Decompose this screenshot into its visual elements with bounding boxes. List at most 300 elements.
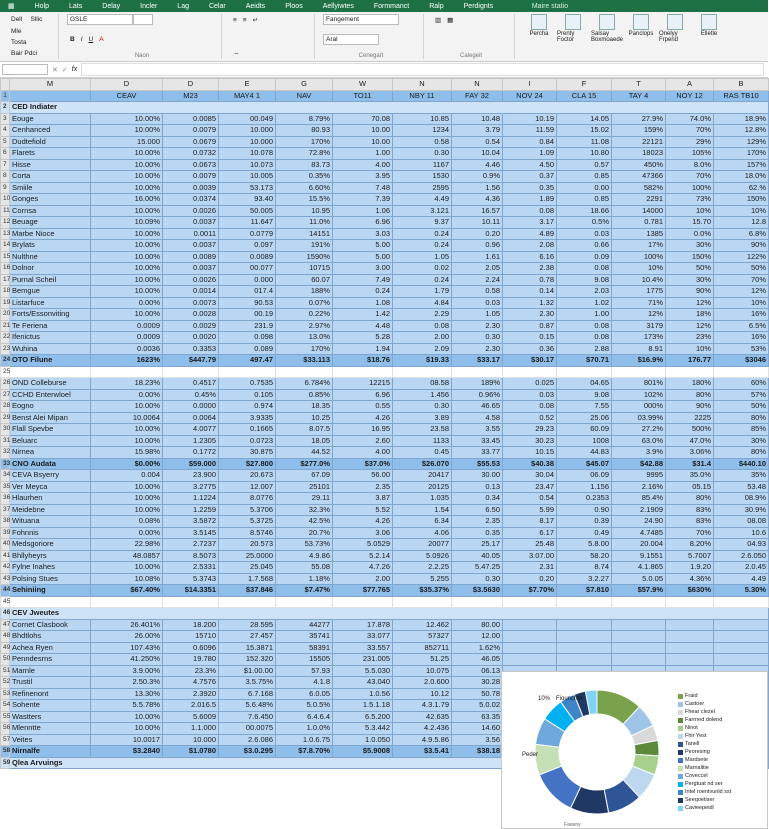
table-cell[interactable]: 53.173 — [219, 182, 276, 194]
table-cell[interactable]: 0.0673 — [163, 159, 219, 171]
table-cell[interactable]: 9.08 — [557, 274, 612, 286]
table-cell[interactable]: 0.1772 — [163, 447, 219, 459]
table-cell[interactable]: 1.32 — [503, 297, 557, 309]
table-cell[interactable] — [503, 654, 557, 666]
table-cell[interactable]: 72.8% — [276, 148, 333, 160]
empty-cell[interactable] — [219, 596, 276, 608]
row-number[interactable]: 50 — [1, 654, 10, 666]
table-cell[interactable]: 10% — [714, 297, 769, 309]
table-cell[interactable]: 18.9% — [714, 113, 769, 125]
table-cell[interactable]: 0.0374 — [163, 194, 219, 206]
table-cell[interactable]: 58.20 — [557, 550, 612, 562]
table-cell[interactable]: 63.35 — [452, 711, 503, 723]
row-number[interactable]: 31 — [1, 435, 10, 447]
table-cell[interactable]: 0.781 — [612, 217, 666, 229]
table-cell[interactable]: 2.5331 — [163, 562, 219, 574]
total-cell[interactable]: $7.70% — [503, 585, 557, 597]
row-label[interactable]: Hlaurhen — [10, 493, 91, 505]
empty-cell[interactable] — [393, 596, 452, 608]
table-cell[interactable]: 0.58 — [393, 136, 452, 148]
table-cell[interactable]: 10.078 — [219, 148, 276, 160]
table-row[interactable] — [1, 148, 769, 160]
table-row[interactable] — [1, 113, 769, 125]
table-cell[interactable]: 801% — [612, 378, 666, 390]
table-cell[interactable]: 2.35 — [452, 516, 503, 528]
empty-cell[interactable] — [666, 366, 714, 378]
row-number[interactable]: 51 — [1, 665, 10, 677]
row-label[interactable]: Corta — [10, 171, 91, 183]
table-cell[interactable]: 60.09 — [557, 424, 612, 436]
table-cell[interactable]: 70% — [714, 274, 769, 286]
table-cell[interactable]: 0.85% — [276, 389, 333, 401]
table-cell[interactable]: 1.05 — [452, 309, 503, 321]
row-number[interactable]: 38 — [1, 516, 10, 528]
table-cell[interactable]: 1.08 — [333, 297, 393, 309]
table-cell[interactable]: 53% — [714, 343, 769, 355]
empty-cell[interactable] — [91, 366, 163, 378]
table-cell[interactable]: 0.08 — [557, 320, 612, 332]
ribbon-tab[interactable]: Lats — [69, 2, 83, 10]
table-cell[interactable]: 2.6.086 — [219, 734, 276, 746]
table-cell[interactable]: 0.0026 — [163, 205, 219, 217]
row-number[interactable]: 46 — [1, 608, 10, 620]
table-cell[interactable]: 0.08 — [557, 332, 612, 344]
table-cell[interactable]: 25.48 — [503, 539, 557, 551]
table-cell[interactable]: 5.0.5% — [276, 700, 333, 712]
table-cell[interactable]: 22.98% — [91, 539, 163, 551]
donut-chart[interactable] — [501, 671, 768, 829]
table-cell[interactable]: 4.46 — [452, 159, 503, 171]
table-cell[interactable]: 18.35 — [276, 401, 333, 413]
table-cell[interactable]: 0.13 — [452, 481, 503, 493]
table-cell[interactable]: 12.8 — [714, 217, 769, 229]
row-number[interactable]: 19 — [1, 297, 10, 309]
table-cell[interactable]: 10.00% — [91, 562, 163, 574]
italic-button[interactable]: I — [80, 35, 83, 43]
row-label[interactable]: Wuhina — [10, 343, 91, 355]
table-cell[interactable]: 1.61 — [452, 251, 503, 263]
empty-cell[interactable] — [503, 366, 557, 378]
table-cell[interactable]: 4.1.8 — [276, 677, 333, 689]
table-cell[interactable]: 0.52 — [503, 412, 557, 424]
table-cell[interactable]: 7.49 — [333, 274, 393, 286]
fx-label[interactable]: fx — [71, 66, 78, 73]
table-cell[interactable]: 10.00% — [91, 711, 163, 723]
table-cell[interactable]: 15.5% — [276, 194, 333, 206]
table-cell[interactable]: 5.3706 — [219, 504, 276, 516]
table-cell[interactable]: 0.20 — [452, 228, 503, 240]
table-row[interactable] — [1, 401, 769, 413]
row-label[interactable]: Trustil — [10, 677, 91, 689]
section-title[interactable]: CED Indiater — [10, 102, 769, 114]
table-cell[interactable] — [666, 654, 714, 666]
table-cell[interactable]: 10% — [666, 343, 714, 355]
table-cell[interactable]: 0.08 — [393, 320, 452, 332]
table-cell[interactable]: 1530 — [393, 171, 452, 183]
row-label[interactable]: Listarfuce — [10, 297, 91, 309]
table-cell[interactable]: 30.875 — [219, 447, 276, 459]
name-box[interactable] — [2, 64, 48, 75]
table-cell[interactable]: 16.95 — [333, 424, 393, 436]
table-cell[interactable]: 2.97% — [276, 320, 333, 332]
table-cell[interactable]: 27.2% — [612, 424, 666, 436]
table-cell[interactable]: 10.00% — [91, 274, 163, 286]
row-label[interactable]: Meidebne — [10, 504, 91, 516]
empty-cell[interactable] — [612, 366, 666, 378]
row-label[interactable]: Ver Meyca — [10, 481, 91, 493]
cancel-icon[interactable]: ✕ — [52, 66, 58, 74]
total-cell[interactable]: $630% — [666, 585, 714, 597]
total-cell[interactable]: $27.800 — [219, 458, 276, 470]
table-cell[interactable]: 4.26 — [333, 412, 393, 424]
total-cell[interactable]: $3046 — [714, 355, 769, 367]
table-cell[interactable]: 11.0% — [276, 217, 333, 229]
table-cell[interactable] — [557, 619, 612, 631]
column-header[interactable]: D — [163, 79, 219, 91]
table-row[interactable] — [1, 263, 769, 275]
period-header[interactable]: CEAV — [91, 90, 163, 102]
table-cell[interactable]: 10.11 — [452, 217, 503, 229]
table-cell[interactable]: 0.08 — [557, 263, 612, 275]
table-cell[interactable]: 20.7% — [276, 527, 333, 539]
row-number[interactable]: 24 — [1, 355, 10, 367]
table-cell[interactable] — [612, 654, 666, 666]
table-row[interactable] — [1, 182, 769, 194]
table-cell[interactable]: 51.25 — [393, 654, 452, 666]
table-cell[interactable]: 4.58 — [452, 412, 503, 424]
table-cell[interactable]: 0.0011 — [163, 228, 219, 240]
table-cell[interactable]: 10.25 — [276, 412, 333, 424]
row-label[interactable]: Polsing Stues — [10, 573, 91, 585]
table-cell[interactable]: 0.2353 — [557, 493, 612, 505]
total-cell[interactable]: $70.71 — [557, 355, 612, 367]
table-cell[interactable]: 3.5145 — [163, 527, 219, 539]
table-row[interactable] — [1, 205, 769, 217]
table-cell[interactable]: 25.045 — [219, 562, 276, 574]
row-label[interactable]: Sehiniing — [10, 585, 91, 597]
row-number[interactable]: 42 — [1, 562, 10, 574]
table-cell[interactable]: 0.0009 — [91, 332, 163, 344]
table-cell[interactable]: 159% — [612, 125, 666, 137]
row-number[interactable]: 41 — [1, 550, 10, 562]
table-cell[interactable]: 105% — [666, 148, 714, 160]
table-cell[interactable]: 15.3871 — [219, 642, 276, 654]
table-cell[interactable]: 6.8% — [714, 228, 769, 240]
table-cell[interactable]: 14.05 — [557, 113, 612, 125]
column-header[interactable]: F — [557, 79, 612, 91]
period-header[interactable]: TAY 4 — [612, 90, 666, 102]
table-cell[interactable]: 5.0529 — [333, 539, 393, 551]
section-header-row[interactable] — [1, 608, 769, 620]
table-cell[interactable]: 1.02 — [557, 297, 612, 309]
table-cell[interactable]: 25.0000 — [219, 550, 276, 562]
row-label[interactable]: Mlenntte — [10, 723, 91, 735]
table-cell[interactable]: 27.9% — [612, 113, 666, 125]
total-cell[interactable]: $3.0.295 — [219, 746, 276, 758]
row-number[interactable]: 39 — [1, 527, 10, 539]
table-cell[interactable]: 0.025 — [503, 378, 557, 390]
table-cell[interactable]: 9.08 — [557, 389, 612, 401]
table-row[interactable] — [1, 562, 769, 574]
table-cell[interactable]: 25.06 — [557, 412, 612, 424]
row-label[interactable]: Nulthne — [10, 251, 91, 263]
table-cell[interactable]: 8.07.5 — [276, 424, 333, 436]
table-cell[interactable]: 18% — [666, 309, 714, 321]
merge-icon[interactable]: ⇔ — [233, 50, 240, 57]
total-cell[interactable]: $7.47% — [276, 585, 333, 597]
table-cell[interactable]: 5.47.25 — [452, 562, 503, 574]
total-cell[interactable]: $55.53 — [452, 458, 503, 470]
table-cell[interactable]: 1.00 — [557, 309, 612, 321]
table-cell[interactable]: 0.96% — [452, 389, 503, 401]
total-cell[interactable]: $45.07 — [557, 458, 612, 470]
table-cell[interactable]: 6.60% — [276, 182, 333, 194]
table-cell[interactable]: 3.79 — [452, 125, 503, 137]
row-number[interactable]: 27 — [1, 389, 10, 401]
table-cell[interactable]: 10.08% — [91, 573, 163, 585]
row-number[interactable]: 23 — [1, 343, 10, 355]
table-cell[interactable]: 11.59 — [503, 125, 557, 137]
row-label[interactable]: Brylats — [10, 240, 91, 252]
table-cell[interactable]: 0.0036 — [91, 343, 163, 355]
table-cell[interactable]: 1.035 — [393, 493, 452, 505]
table-cell[interactable]: 0.08% — [91, 516, 163, 528]
table-row[interactable] — [1, 389, 769, 401]
table-cell[interactable]: 28.595 — [219, 619, 276, 631]
row-number[interactable]: 35 — [1, 481, 10, 493]
total-cell[interactable]: 497.47 — [219, 355, 276, 367]
table-row[interactable] — [1, 240, 769, 252]
table-cell[interactable]: 4.49 — [393, 194, 452, 206]
table-cell[interactable]: 25.17 — [452, 539, 503, 551]
table-row[interactable] — [1, 539, 769, 551]
empty-cell[interactable] — [503, 596, 557, 608]
table-cell[interactable]: 10.00% — [91, 125, 163, 137]
ribbon-tab[interactable]: Lag — [177, 2, 189, 10]
table-cell[interactable]: 017.4 — [219, 286, 276, 298]
row-label[interactable]: Flall Spevbe — [10, 424, 91, 436]
row-number[interactable]: 12 — [1, 217, 10, 229]
table-cell[interactable]: 1.0.6.75 — [276, 734, 333, 746]
ribbon-tab[interactable]: Aeidts — [245, 2, 266, 10]
period-header[interactable]: M23 — [163, 90, 219, 102]
table-cell[interactable]: 1.42 — [333, 309, 393, 321]
number-format-select[interactable]: Fangement — [323, 14, 399, 25]
row-label[interactable]: Wituana — [10, 516, 91, 528]
table-cell[interactable]: 10.00% — [91, 228, 163, 240]
table-cell[interactable]: 10.00% — [91, 182, 163, 194]
table-cell[interactable]: 10% — [666, 205, 714, 217]
table-cell[interactable]: 3.5.75% — [219, 677, 276, 689]
row-number[interactable]: 49 — [1, 642, 10, 654]
column-header[interactable]: I — [503, 79, 557, 91]
table-cell[interactable]: 0.37 — [503, 171, 557, 183]
row-number[interactable]: 45 — [1, 596, 10, 608]
table-cell[interactable]: 4.00 — [333, 447, 393, 459]
table-cell[interactable]: 5.00 — [333, 240, 393, 252]
table-cell[interactable]: 00.049 — [219, 113, 276, 125]
total-cell[interactable]: $35.37% — [393, 585, 452, 597]
table-row[interactable] — [1, 159, 769, 171]
row-number[interactable]: 2 — [1, 102, 10, 114]
table-cell[interactable]: 0.0020 — [163, 332, 219, 344]
row-number[interactable]: 44 — [1, 585, 10, 597]
table-cell[interactable]: 102% — [612, 389, 666, 401]
table-cell[interactable]: 1.1.000 — [163, 723, 219, 735]
table-row[interactable] — [1, 654, 769, 666]
table-cell[interactable]: 2.2.25 — [393, 562, 452, 574]
table-cell[interactable]: 15505 — [276, 654, 333, 666]
table-cell[interactable]: 1.1224 — [163, 493, 219, 505]
row-number[interactable]: 54 — [1, 700, 10, 712]
row-number[interactable]: 40 — [1, 539, 10, 551]
table-cell[interactable]: 42.5% — [276, 516, 333, 528]
table-cell[interactable]: 4.3.1.79 — [393, 700, 452, 712]
row-number[interactable]: 52 — [1, 677, 10, 689]
table-cell[interactable]: 29% — [666, 136, 714, 148]
column-header[interactable]: N — [452, 79, 503, 91]
table-cell[interactable]: 0.24 — [393, 228, 452, 240]
table-cell[interactable]: 41.250% — [91, 654, 163, 666]
table-row[interactable] — [1, 228, 769, 240]
spacer-row[interactable] — [1, 596, 769, 608]
row-label[interactable]: Beuage — [10, 217, 91, 229]
table-cell[interactable]: 10.073 — [219, 159, 276, 171]
table-cell[interactable]: 67.09 — [276, 470, 333, 482]
table-row[interactable] — [1, 504, 769, 516]
table-cell[interactable]: 5.2.14 — [333, 550, 393, 562]
table-row[interactable] — [1, 136, 769, 148]
table-row[interactable] — [1, 297, 769, 309]
row-label[interactable]: Dudtefiold — [10, 136, 91, 148]
table-cell[interactable]: 0.55 — [333, 401, 393, 413]
table-cell[interactable]: 10.4% — [612, 274, 666, 286]
table-cell[interactable]: 180% — [666, 378, 714, 390]
table-cell[interactable]: 6.7.168 — [219, 688, 276, 700]
table-cell[interactable]: 2.6.050 — [714, 550, 769, 562]
table-cell[interactable]: 3.06 — [333, 527, 393, 539]
total-cell[interactable]: $40.38 — [503, 458, 557, 470]
total-cell[interactable]: $447.79 — [163, 355, 219, 367]
total-row[interactable] — [1, 585, 769, 597]
table-cell[interactable]: 1.56 — [452, 182, 503, 194]
table-cell[interactable]: 2.08 — [503, 240, 557, 252]
table-cell[interactable]: 0.00% — [91, 527, 163, 539]
table-cell[interactable]: 43.040 — [333, 677, 393, 689]
period-header[interactable]: CLA 15 — [557, 90, 612, 102]
table-row[interactable] — [1, 412, 769, 424]
table-cell[interactable]: 231.9 — [219, 320, 276, 332]
table-cell[interactable]: 6.16 — [503, 251, 557, 263]
row-label[interactable]: Nirnea — [10, 447, 91, 459]
table-cell[interactable]: 10.00% — [91, 148, 163, 160]
table-cell[interactable]: 10.85 — [393, 113, 452, 125]
table-cell[interactable]: 2.38 — [503, 263, 557, 275]
table-cell[interactable]: 03.99% — [612, 412, 666, 424]
row-number[interactable]: 43 — [1, 573, 10, 585]
row-number[interactable]: 29 — [1, 412, 10, 424]
row-label[interactable]: Ifenictus — [10, 332, 91, 344]
table-row[interactable] — [1, 447, 769, 459]
table-cell[interactable]: 2.16% — [612, 481, 666, 493]
table-cell[interactable]: 15.70 — [666, 217, 714, 229]
empty-cell[interactable] — [557, 366, 612, 378]
table-cell[interactable]: 1008 — [557, 435, 612, 447]
row-number[interactable]: 34 — [1, 470, 10, 482]
table-cell[interactable]: 5.00 — [333, 251, 393, 263]
table-cell[interactable] — [557, 631, 612, 643]
table-cell[interactable]: 10.075 — [393, 665, 452, 677]
table-cell[interactable]: 9.1551 — [612, 550, 666, 562]
row-number[interactable]: 13 — [1, 228, 10, 240]
table-cell[interactable]: 30% — [714, 435, 769, 447]
table-cell[interactable]: 29.23 — [503, 424, 557, 436]
table-cell[interactable]: 0.78 — [503, 274, 557, 286]
table-cell[interactable]: 1.79 — [393, 286, 452, 298]
row-number[interactable]: 48 — [1, 631, 10, 643]
table-cell[interactable]: 6.5% — [714, 320, 769, 332]
table-row[interactable] — [1, 125, 769, 137]
table-cell[interactable]: 3.9.00% — [91, 665, 163, 677]
empty-cell[interactable] — [10, 596, 91, 608]
empty-cell[interactable] — [163, 596, 219, 608]
row-label[interactable]: Achea Ryen — [10, 642, 91, 654]
table-cell[interactable]: 2.24 — [452, 274, 503, 286]
table-cell[interactable]: 10.15 — [503, 447, 557, 459]
table-cell[interactable]: 10.00% — [91, 435, 163, 447]
total-cell[interactable]: $440.10 — [714, 458, 769, 470]
table-cell[interactable]: 44.83 — [557, 447, 612, 459]
table-cell[interactable]: 57327 — [393, 631, 452, 643]
table-row[interactable] — [1, 619, 769, 631]
table-cell[interactable] — [666, 631, 714, 643]
total-cell[interactable]: $18.76 — [333, 355, 393, 367]
row-label[interactable]: Wastters — [10, 711, 91, 723]
table-cell[interactable]: 5.0.02 — [452, 700, 503, 712]
table-cell[interactable] — [612, 631, 666, 643]
table-cell[interactable]: 3.9335 — [219, 412, 276, 424]
table-cell[interactable]: 4.48 — [333, 320, 393, 332]
table-cell[interactable]: 50% — [666, 263, 714, 275]
section-title[interactable]: CEV Jweutes — [10, 608, 769, 620]
table-cell[interactable]: 13.0% — [276, 332, 333, 344]
empty-cell[interactable] — [10, 366, 91, 378]
section-title[interactable]: Qlea Arvuings — [10, 757, 769, 769]
table-row[interactable] — [1, 194, 769, 206]
table-cell[interactable]: 24.90 — [612, 516, 666, 528]
table-cell[interactable]: 83% — [666, 504, 714, 516]
table-cell[interactable]: 12.007 — [219, 481, 276, 493]
table-cell[interactable]: 58391 — [276, 642, 333, 654]
period-header[interactable]: NBY 11 — [393, 90, 452, 102]
table-cell[interactable] — [714, 654, 769, 666]
table-cell[interactable]: 32.3% — [276, 504, 333, 516]
empty-cell[interactable] — [714, 366, 769, 378]
table-cell[interactable]: 0.03 — [452, 297, 503, 309]
table-row[interactable] — [1, 286, 769, 298]
row-number[interactable]: 8 — [1, 171, 10, 183]
table-cell[interactable]: 10.19 — [503, 113, 557, 125]
table-cell[interactable]: 10.00% — [91, 263, 163, 275]
total-cell[interactable]: $26.070 — [393, 458, 452, 470]
table-cell[interactable]: 1.00 — [333, 148, 393, 160]
font-name-select[interactable]: GSLE — [67, 14, 133, 25]
table-cell[interactable]: 14151 — [276, 228, 333, 240]
table-cell[interactable]: 30.23 — [503, 435, 557, 447]
table-cell[interactable]: 30.28 — [452, 677, 503, 689]
table-cell[interactable]: 3179 — [612, 320, 666, 332]
table-cell[interactable]: 15710 — [163, 631, 219, 643]
